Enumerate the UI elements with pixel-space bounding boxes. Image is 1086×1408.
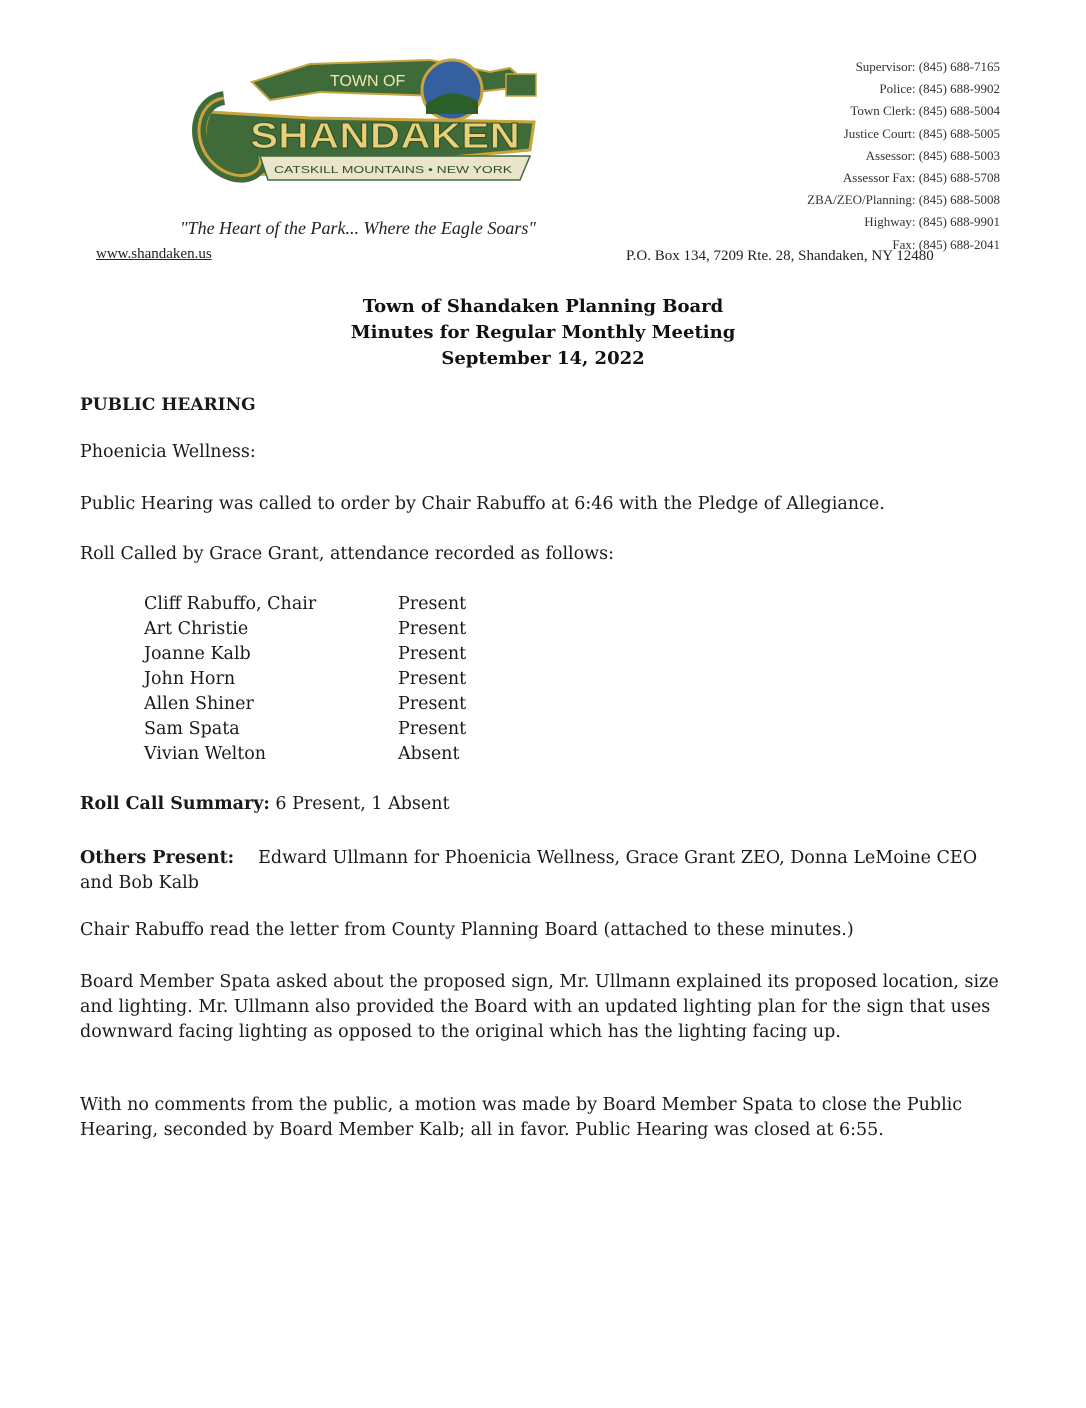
mailing-address: P.O. Box 134, 7209 Rte. 28, Shandaken, NY 12480 bbox=[626, 248, 934, 264]
contact-line: Justice Court: (845) 688-5005 bbox=[843, 125, 1000, 141]
member-name: John Horn bbox=[144, 669, 236, 689]
member-name: Allen Shiner bbox=[144, 694, 254, 714]
contact-line: Assessor: (845) 688-5003 bbox=[865, 147, 1000, 163]
member-status: Present bbox=[398, 669, 467, 689]
member-name: Vivian Welton bbox=[144, 744, 267, 764]
attendance-list bbox=[144, 592, 466, 767]
sign-discussion-paragraph: Board Member Spata asked about the proposed sign, Mr. Ullmann explained its proposed location, size and lighting. Mr. Ullmann also provided the Board with an updated lighting plan for the sign that uses downward facing lighting as opposed to the original which has the lighting facing up. bbox=[80, 972, 999, 1042]
title-line-meeting: Minutes for Regular Monthly Meeting bbox=[350, 322, 736, 343]
attendance-row bbox=[144, 742, 466, 767]
roll-intro-paragraph: Roll Called by Grace Grant, attendance recorded as follows: bbox=[80, 544, 615, 564]
contact-line: Supervisor: (845) 688-7165 bbox=[855, 59, 1000, 74]
summary-label: Roll Call Summary: bbox=[80, 794, 270, 814]
town-tagline: "The Heart of the Park... Where the Eagle Soars" bbox=[180, 218, 536, 238]
attendance-row bbox=[144, 642, 466, 667]
closing-paragraph: With no comments from the public, a motion was made by Board Member Spata to close the Public Hearing, seconded by Board Member Kalb; all in favor. Public Hearing was closed at 6:55. bbox=[80, 1095, 963, 1140]
contact-list bbox=[660, 56, 1000, 256]
member-status: Present bbox=[398, 719, 467, 739]
website-link[interactable]: www.shandaken.us bbox=[96, 246, 212, 262]
others-present bbox=[80, 846, 980, 896]
contact-line: Highway: (845) 688-9901 bbox=[864, 214, 1000, 230]
attendance-row bbox=[144, 592, 466, 617]
member-status: Present bbox=[398, 644, 467, 664]
roll-call-summary bbox=[80, 792, 450, 817]
attendance-row bbox=[144, 692, 466, 717]
application-name: Phoenicia Wellness: bbox=[80, 442, 256, 462]
member-status: Present bbox=[398, 594, 467, 614]
others-label: Others Present: bbox=[80, 848, 235, 868]
title-line-board: Town of Shandaken Planning Board bbox=[362, 296, 724, 317]
logo-top-text: TOWN OF bbox=[330, 73, 406, 90]
logo-name: SHANDAKEN bbox=[250, 115, 520, 156]
attendance-row bbox=[144, 667, 466, 692]
attendance-row bbox=[144, 717, 466, 742]
member-status: Present bbox=[398, 694, 467, 714]
document-title bbox=[0, 294, 1086, 372]
section-heading: PUBLIC HEARING bbox=[80, 395, 256, 415]
call-to-order-paragraph: Public Hearing was called to order by Chair Rabuffo at 6:46 with the Pledge of Allegiance. bbox=[80, 494, 885, 514]
attendance-row bbox=[144, 617, 466, 642]
contact-line: Town Clerk: (845) 688-5004 bbox=[850, 103, 1000, 119]
contact-line: Assessor Fax: (845) 688-5708 bbox=[842, 170, 1000, 186]
member-name: Cliff Rabuffo, Chair bbox=[144, 594, 317, 614]
member-name: Sam Spata bbox=[144, 719, 240, 739]
logo-bottom-text: CATSKILL MOUNTAINS • NEW YORK bbox=[274, 164, 512, 176]
member-status: Present bbox=[398, 619, 467, 639]
title-line-date: September 14, 2022 bbox=[441, 348, 645, 369]
member-name: Joanne Kalb bbox=[144, 644, 251, 664]
member-status: Absent bbox=[398, 744, 460, 764]
others-value: Edward Ullmann for Phoenicia Wellness, Grace Grant ZEO, Donna LeMoine CEO and Bob Kalb bbox=[80, 848, 978, 893]
member-name: Art Christie bbox=[144, 619, 249, 639]
contact-line: Fax: (845) 688-2041 bbox=[892, 236, 1000, 252]
contact-line: ZBA/ZEO/Planning: (845) 688-5008 bbox=[807, 192, 1000, 208]
summary-value: 6 Present, 1 Absent bbox=[275, 794, 450, 814]
shandaken-logo bbox=[190, 52, 550, 192]
contact-line: Police: (845) 688-9902 bbox=[879, 81, 1000, 97]
letter-paragraph: Chair Rabuffo read the letter from County Planning Board (attached to these minutes.) bbox=[80, 920, 854, 940]
